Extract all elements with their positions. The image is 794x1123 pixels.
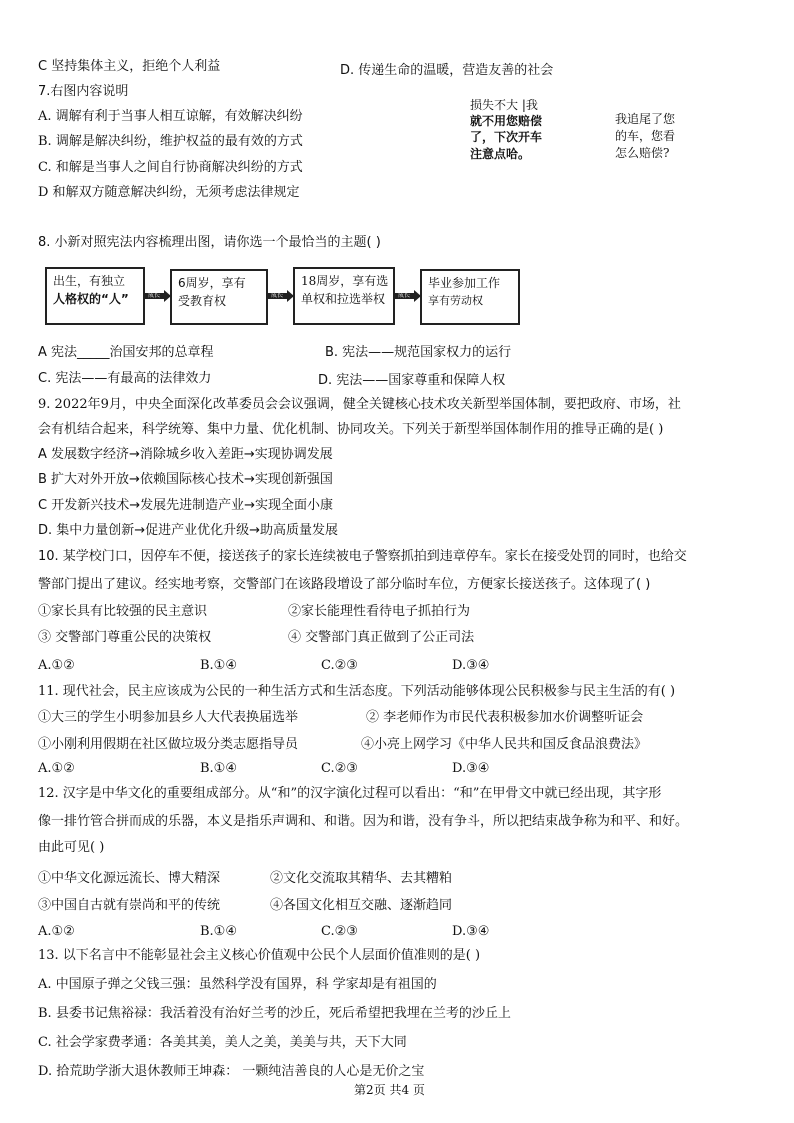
q7-stem: 7.右图内容说明	[38, 84, 129, 99]
q6-option-c: C 坚持集体主义，拒绝个人利益	[38, 59, 221, 74]
q9-option-b: B 扩大对外开放→依赖国际核心技术→实现创新强国	[38, 472, 333, 487]
q13-option-d: D. 拾荒助学浙大退休教师王坤森： 一颗纯洁善良的人心是无价之宝	[38, 1064, 425, 1079]
q13-option-a: A. 中国原子弹之父钱三强：虽然科学没有国界，科 学家却是有祖国的	[38, 977, 437, 992]
q10-option-d: D.③④	[452, 658, 490, 673]
cartoon-left-line4: 注意点哈。	[470, 147, 531, 161]
flow-box-line: 毕业参加工作	[428, 276, 501, 290]
flow-box-line: 6周岁，享有	[178, 276, 246, 290]
q10-option-a: A.①②	[38, 658, 75, 673]
q11-choice-2: ② 李老师作为市民代表积极参加水价调整听证会	[366, 710, 644, 725]
q10-choice-4: ④ 交警部门真正做到了公正司法	[288, 630, 475, 645]
q10-option-c: C.②③	[321, 658, 358, 673]
cartoon-left-line3: 了，下次开车	[470, 130, 543, 144]
flow-box-birth	[45, 267, 145, 325]
q12-option-b: B.①④	[200, 924, 237, 939]
q7-option-c: C. 和解是当事人之间自行协商解决纠纷的方式	[38, 160, 303, 175]
q12-option-c: C.②③	[321, 924, 358, 939]
q6-option-d: D. 传递生命的温暖，营造友善的社会	[340, 63, 554, 78]
flow-box-education	[170, 269, 268, 325]
flow-box-line: 受教育权	[178, 294, 227, 308]
q9-option-c: C 开发新兴技术→发展先进制造产业→实现全面小康	[38, 498, 333, 513]
q7-option-d: D 和解双方随意解决纠纷，无须考虑法律规定	[38, 185, 300, 200]
q10-choice-2: ②家长能理性看待电子抓拍行为	[288, 604, 471, 619]
flow-arrow-label: 成长	[398, 292, 411, 299]
cartoon-right-line1: 我追尾了您	[615, 112, 676, 126]
q10-choice-1: ①家长具有比较强的民主意识	[38, 604, 208, 619]
flow-arrow	[268, 293, 288, 299]
q12-choice-2: ②文化交流取其精华、去其糟粕	[270, 871, 453, 886]
q12-choice-3: ③中国自古就有崇尚和平的传统	[38, 898, 221, 913]
q11-choice-3: ①小刚利用假期在社区做垃圾分类志愿指导员	[38, 737, 299, 752]
flow-arrow-label: 成长	[271, 292, 284, 299]
q11-choice-1: ①大三的学生小明参加县乡人大代表换届选举	[38, 710, 299, 725]
q11-option-a: A.①②	[38, 761, 75, 776]
cartoon-left-line1: 损失不大 |我	[470, 98, 538, 112]
q7-option-b: B. 调解是解决纠纷，维护权益的最有效的方式	[38, 134, 303, 149]
flow-box-election	[293, 267, 395, 325]
q12-stem-line2: 像一排竹管合拼而成的乐器，本义是指乐声调和、和谐。因为和谐，没有争斗，所以把结束战争称为和平、和好。	[38, 814, 689, 829]
q10-option-b: B.①④	[200, 658, 237, 673]
q9-stem-line2: 会有机结合起来，科学统筹、集中力量、优化机制、协同攻关。下列关于新型举国体制作用的推导正确的是( )	[38, 422, 664, 437]
q8-option-d: D. 宪法——国家尊重和保障人权	[318, 373, 506, 388]
q8-option-c: C. 宪法——有最高的法律效力	[38, 371, 212, 386]
q7-option-a: A. 调解有利于当事人相互谅解，有效解决纠纷	[38, 109, 303, 124]
q8-stem: 8. 小新对照宪法内容梳理出图，请你选一个最恰当的主题( )	[38, 235, 381, 250]
q10-choice-3: ③ 交警部门尊重公民的决策权	[38, 630, 212, 645]
q11-option-c: C.②③	[321, 761, 358, 776]
q12-option-a: A.①②	[38, 924, 75, 939]
q13-option-b: B. 县委书记焦裕禄：我活着没有治好兰考的沙丘，死后希望把我埋在兰考的沙丘上	[38, 1006, 511, 1021]
flow-arrow	[395, 293, 415, 299]
q9-option-d: D. 集中力量创新→促进产业优化升级→助高质量发展	[38, 523, 339, 538]
q12-stem-line1: 12. 汉字是中华文化的重要组成部分。从“和”的汉字演化过程可以看出：“和”在甲骨文中就已经出现，其字形	[38, 786, 662, 801]
q9-stem-line1: 9. 2022年9月，中央全面深化改革委员会会议强调，健全关键核心技术攻关新型举国体制，要把政府、市场，社	[38, 397, 681, 412]
q12-choice-1: ①中华文化源远流长、博大精深	[38, 871, 221, 886]
q11-stem: 11. 现代社会，民主应该成为公民的一种生活方式和生活态度。下列活动能够体现公民积极参与民主生活的有( )	[38, 684, 676, 699]
cartoon-right-line3: 怎么赔偿?	[615, 146, 670, 160]
q8-option-b: B. 宪法——规范国家权力的运行	[325, 345, 512, 360]
q10-stem-line2: 警部门提出了建议。经实地考察，交警部门在该路段增设了部分临时车位，方便家长接送孩子。这体现了( )	[38, 577, 651, 592]
cartoon-left-line2: 就不用您赔偿	[470, 114, 543, 128]
q12-choice-4: ④各国文化相互交融、逐渐趋同	[270, 898, 453, 913]
cartoon-right-line2: 的车，您看	[615, 129, 676, 143]
q12-stem-line3: 由此可见( )	[38, 840, 105, 855]
flow-box-labor	[420, 269, 520, 325]
q8-option-a: A 宪法_____治国安邦的总章程	[38, 345, 214, 360]
flow-arrow-label: 成长	[148, 292, 161, 299]
q13-option-c: C. 社会学家费孝通：各美其美，美人之美，美美与共，天下大同	[38, 1035, 407, 1050]
q11-option-d: D.③④	[452, 761, 490, 776]
flow-box-line: 18周岁，享有选	[301, 274, 389, 288]
flow-box-line: 人格权的“人”	[53, 292, 129, 306]
q11-option-b: B.①④	[200, 761, 237, 776]
flow-arrow	[145, 293, 165, 299]
q13-stem: 13. 以下名言中不能彰显社会主义核心价值观中公民个人层面价值准则的是( )	[38, 948, 481, 963]
q10-stem-line1: 10. 某学校门口，因停车不便，接送孩子的家长连续被电子警察抓拍到违章停车。家长在接受处罚的同时，也给交	[38, 549, 687, 564]
q11-choice-4: ④小亮上网学习《中华人民共和国反食品浪费法》	[361, 737, 648, 752]
q9-option-a: A 发展数字经济→消除城乡收入差距→实现协调发展	[38, 447, 333, 462]
page-footer: 第2页 共4 页	[354, 1083, 425, 1097]
q12-option-d: D.③④	[452, 924, 490, 939]
flow-box-line: 单权和拉选举权	[301, 292, 386, 306]
flow-box-line: 出生，有独立	[53, 274, 126, 288]
flow-box-line: 享有劳动权	[428, 294, 483, 307]
